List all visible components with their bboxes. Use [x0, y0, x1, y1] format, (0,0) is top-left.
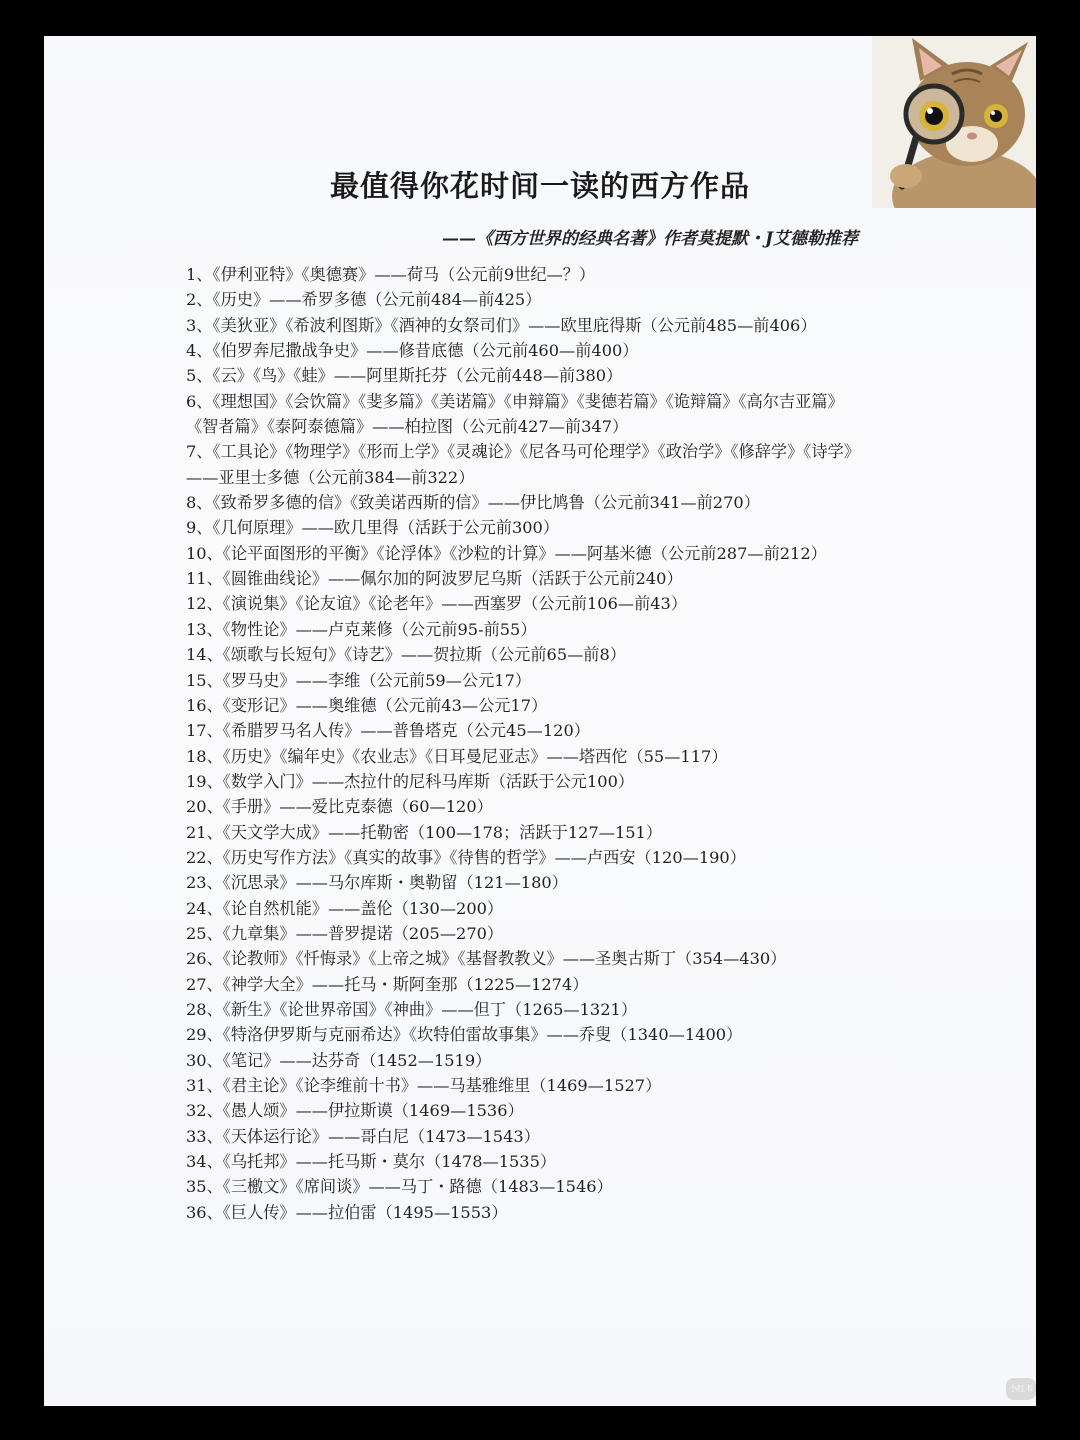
list-item: 21、《天文学大成》——托勒密（100—178；活跃于127—151） [186, 822, 663, 842]
list-item: 9、《几何原理》——欧几里得（活跃于公元前300） [186, 518, 560, 538]
list-item: 5、《云》《鸟》《蛙》——阿里斯托芬（公元前448—前380） [186, 366, 623, 386]
list-item: 3、《美狄亚》《希波利图斯》《酒神的女祭司们》——欧里庇得斯（公元前485—前406） [186, 315, 817, 335]
list-item: 26、《论教师》《忏悔录》《上帝之城》《基督教教义》——圣奥古斯丁（354—430） [186, 949, 787, 969]
list-item: 14、《颂歌与长短句》《诗艺》——贺拉斯（公元前65—前8） [186, 645, 626, 665]
list-item: 33、《天体运行论》——哥白尼（1473—1543） [186, 1126, 540, 1146]
watermark-logo: 小红书 [1006, 1378, 1036, 1400]
list-item: 31、《君主论》《论李维前十书》——马基雅维里（1469—1527） [186, 1076, 662, 1095]
list-item: 4、《伯罗奔尼撒战争史》——修昔底德（公元前460—前400） [186, 341, 639, 361]
list-item: 29、《特洛伊罗斯与克丽希达》《坎特伯雷故事集》——乔叟（1340—1400） [186, 1025, 743, 1045]
list-item: 13、《物性论》——卢克莱修（公元前95-前55） [186, 619, 537, 639]
list-item: 22、《历史写作方法》《真实的故事》《待售的哲学》——卢西安（120—190） [186, 847, 746, 867]
list-item: 27、《神学大全》——托马・斯阿奎那（1225—1274） [186, 974, 589, 994]
list-item: 1、《伊利亚特》《奥德赛》——荷马（公元前9世纪—？） [186, 265, 596, 284]
list-item: 8、《致希罗多德的信》《致美诺西斯的信》——伊比鸠鲁（公元前341—前270） [186, 493, 760, 513]
list-item: 15、《罗马史》——李维（公元前59—公元17） [186, 670, 532, 690]
list-item: 12、《演说集》《论友谊》《论老年》——西塞罗（公元前106—前43） [186, 594, 688, 614]
list-item: 16、《变形记》——奥维德（公元前43—公元17） [186, 695, 548, 715]
list-item: 34、《乌托邦》——托马斯・莫尔（1478—1535） [186, 1152, 557, 1172]
list-item: 17、《希腊罗马名人传》——普鲁塔克（公元45—120） [186, 721, 590, 741]
book-list [186, 262, 866, 1225]
list-item: 32、《愚人颂》——伊拉斯谟（1469—1536） [186, 1101, 524, 1121]
page-title: 最值得你花时间一读的西方作品 [329, 169, 750, 203]
list-item: 2、《历史》——希罗多德（公元前484—前425） [186, 290, 542, 310]
list-item: 18、《历史》《编年史》《农业志》《日耳曼尼亚志》——塔西佗（55—117） [186, 746, 728, 766]
page-subtitle: ——《西方世界的经典名著》作者莫提默・J艾德勒推荐 [441, 229, 858, 249]
list-item: 7、《工具论》《物理学》《形而上学》《灵魂论》《尼各马可伦理学》《政治学》《修辞学》《诗学》——亚里士多德（公元前384—前322） [186, 442, 860, 487]
list-item: 24、《论自然机能》——盖伦（130—200） [186, 898, 504, 918]
document-page [44, 36, 1036, 1406]
list-item: 28、《新生》《论世界帝国》《神曲》——但丁（1265—1321） [186, 999, 638, 1019]
list-item: 25、《九章集》——普罗提诺（205—270） [186, 923, 504, 943]
list-item: 35、《三檄文》《席间谈》——马丁・路德（1483—1546） [186, 1177, 613, 1197]
list-item: 6、《理想国》《会饮篇》《斐多篇》《美诺篇》《申辩篇》《斐德若篇》《诡辩篇》《高尔吉亚篇》《智者篇》《泰阿泰德篇》——柏拉图（公元前427—前347） [186, 391, 844, 437]
list-item: 20、《手册》——爱比克泰德（60—120） [186, 797, 493, 817]
list-item: 11、《圆锥曲线论》——佩尔加的阿波罗尼乌斯（活跃于公元前240） [186, 569, 683, 589]
list-item: 36、《巨人传》——拉伯雷（1495—1553） [186, 1202, 508, 1222]
list-item: 23、《沉思录》——马尔库斯・奥勒留（121—180） [186, 873, 568, 893]
list-item: 10、《论平面图形的平衡》《论浮体》《沙粒的计算》——阿基米德（公元前287—前212） [186, 543, 827, 563]
list-item: 19、《数学入门》——杰拉什的尼科马库斯（活跃于公元100） [186, 771, 635, 791]
list-item: 30、《笔记》——达芬奇（1452—1519） [186, 1050, 492, 1070]
